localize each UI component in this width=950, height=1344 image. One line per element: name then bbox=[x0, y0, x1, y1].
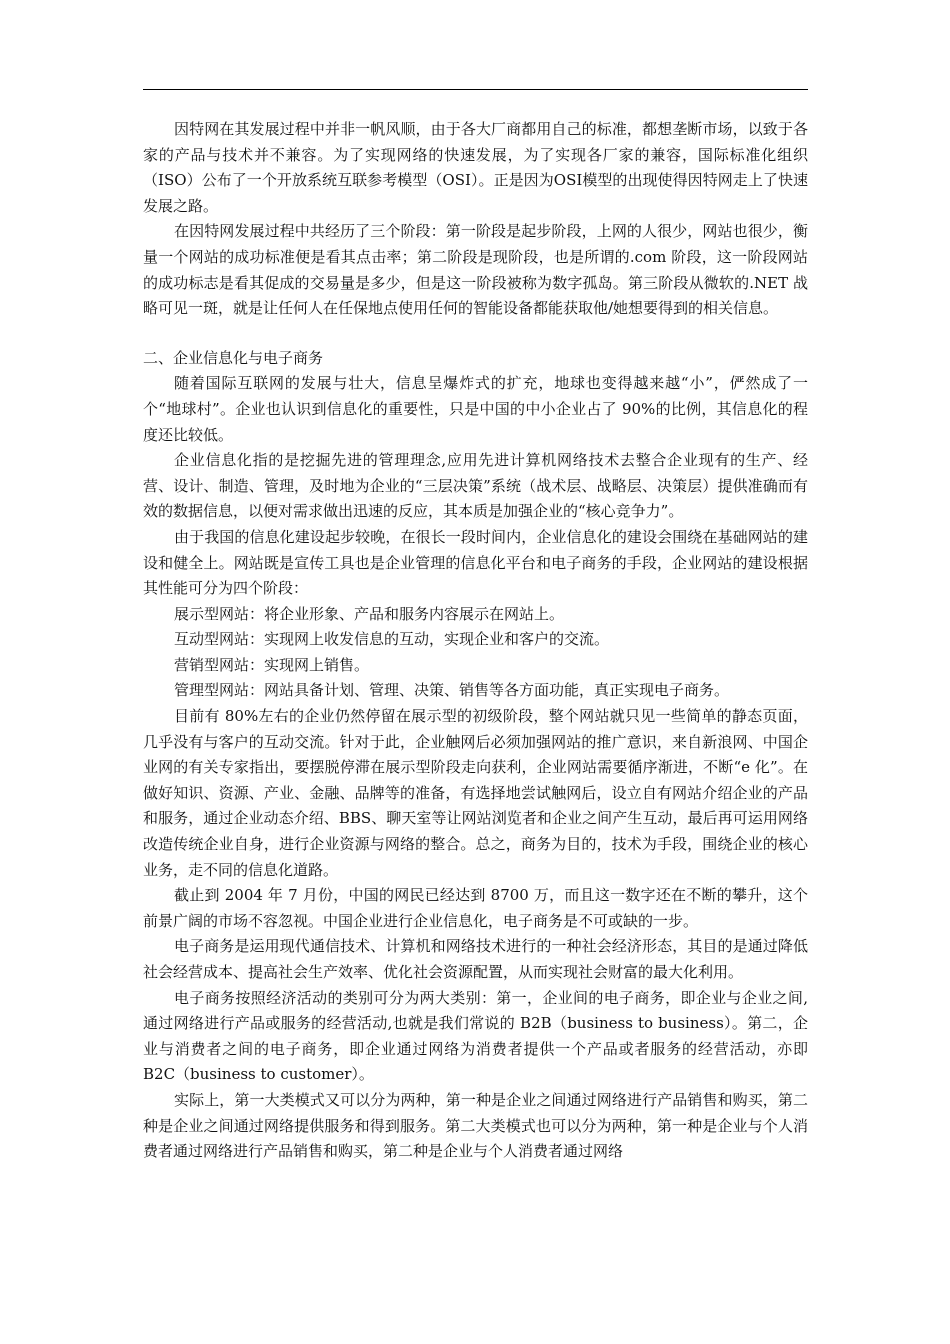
section-heading: 二、企业信息化与电子商务 bbox=[143, 348, 324, 367]
spacer bbox=[143, 322, 808, 346]
paragraph: 企业信息化指的是挖掘先进的管理理念,应用先进计算机网络技术去整合企业现有的生产、经营、设计、制造、管理，及时地为企业的“三层决策”系统（战术层、战略层、决策层）提供准确而有效的数据信息，以便对需求做出迅速的反应，其本质是加强企业的“核心竞争力”。 bbox=[143, 451, 808, 521]
paragraph: 实际上，第一大类模式又可以分为两种，第一种是企业之间通过网络进行产品销售和购买，第二种是企业之间通过网络提供服务和得到服务。第二大类模式也可以分为两种，第一种是企业与个人消费者通过网络进行产品销售和购买，第二种是企业与个人消费者通过网络 bbox=[143, 1090, 808, 1161]
paragraph: 随着国际互联网的发展与壮大，信息呈爆炸式的扩充，地球也变得越来越“小”，俨然成了一个“地球村”。企业也认识到信息化的重要性，只是中国的中小企业占了 90%的比例，其信息化的程度还比较低。 bbox=[143, 374, 808, 444]
list-item: 展示型网站：将企业形象、产品和服务内容展示在网站上。 bbox=[174, 604, 565, 623]
list-item: 互动型网站：实现网上收发信息的互动，实现企业和客户的交流。 bbox=[174, 630, 610, 649]
paragraph: 因特网在其发展过程中并非一帆风顺，由于各大厂商都用自己的标准，都想垄断市场，以致于各家的产品与技术并不兼容。为了实现网络的快速发展，为了实现各厂家的兼容，国际标准化组织（ISO）公布了一个开放系统互联参考模型（OSI）。正是因为OSI模型的出现使得因特网走上了快速发展之路。 bbox=[143, 120, 808, 215]
paragraph: 电子商务是运用现代通信技术、计算机和网络技术进行的一种社会经济形态，其目的是通过降低社会经营成本、提高社会生产效率、优化社会资源配置，从而实现社会财富的最大化利用。 bbox=[143, 937, 808, 981]
paragraph: 目前有 80%左右的企业仍然停留在展示型的初级阶段，整个网站就只见一些简单的静态页面，几乎没有与客户的互动交流。针对于此，企业触网后必须加强网站的推广意识，来自新浪网、中国企业网的有关专家指出，要摆脱停滞在展示型阶段走向获利，企业网站需要循序渐进，不断“e 化”。在做好知识、资源、产业、金融、品牌等的准备，有选择地尝试触网后，设立自有网站介绍企业的产品和服务，通过企业动态介绍、BBS、聊天室等让网站浏览者和企业之间产生互动，最后再可运用网络改造传统企业自身，进行企业资源与网络的整合。总之，商务为目的，技术为手段，围绕企业的核心业务，走不同的信息化道路。 bbox=[143, 707, 808, 879]
paragraph: 截止到 2004 年 7 月份，中国的网民已经达到 8700 万，而且这一数字还在不断的攀升，这个前景广阔的市场不容忽视。中国企业进行企业信息化，电子商务是不可或缺的一步。 bbox=[143, 886, 808, 930]
paragraph: 在因特网发展过程中共经历了三个阶段：第一阶段是起步阶段，上网的人很少，网站也很少，衡量一个网站的成功标准便是看其点击率；第二阶段是现阶段，也是所谓的.com 阶段，这一阶段网站的成功标志是看其促成的交易量是多少，但是这一阶段被称为数字孤岛。第三阶段从微软的.NET 战略可见一斑，就是让任何人在任保地点使用任何的智能设备都能获取他/她想要得到的相关信息。 bbox=[143, 222, 808, 318]
paragraph: 由于我国的信息化建设起步较晚，在很长一段时间内，企业信息化的建设会围绕在基础网站的建设和健全上。网站既是宣传工具也是企业管理的信息化平台和电子商务的手段，企业网站的建设根据其性能可分为四个阶段： bbox=[143, 527, 808, 598]
paragraph: 电子商务按照经济活动的类别可分为两大类别：第一，企业间的电子商务，即企业与企业之间,通过网络进行产品或服务的经营活动,也就是我们常说的 B2B（business to business）。第二，企业与消费者之间的电子商务，即企业通过网络为消费者提供一个产品或者服务的经营活动，亦即 B2C（business to customer）。 bbox=[143, 988, 808, 1084]
list-item: 管理型网站：网站具备计划、管理、决策、销售等各方面功能，真正实现电子商务。 bbox=[174, 681, 730, 700]
document-body bbox=[143, 117, 808, 1165]
header-rule bbox=[143, 89, 808, 90]
list-item: 营销型网站：实现网上销售。 bbox=[174, 655, 370, 674]
